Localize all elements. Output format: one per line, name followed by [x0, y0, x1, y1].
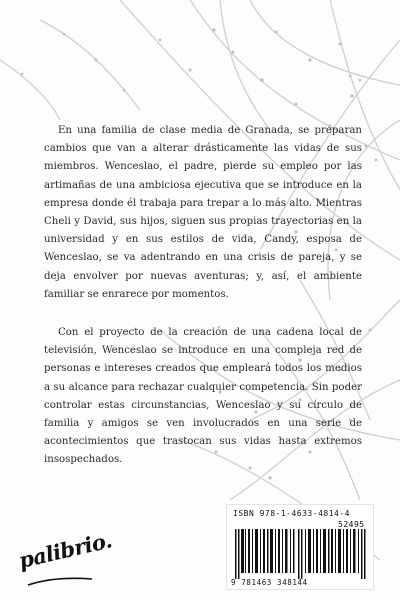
- logo-swoosh-icon: [26, 575, 96, 589]
- price-code: 52495: [338, 520, 365, 529]
- synopsis-paragraph-2: Con el proyecto de la creación de una cadena local de televisión, Wenceslao se introduce en una compleja red de personas e intereses creados que empleará todos los medios a su alcance para rechazar cualquier competencia. Sin poder controlar estas circunstancias, Wenceslao y su círculo de familia y amigos se ven involucrados en una serie de acontecimientos que trastocan sus vidas hasta extremos insospechados.: [44, 327, 362, 466]
- publisher-logo: palibrio.: [16, 527, 115, 573]
- synopsis-paragraph-1: En una familia de clase media de Granada, se preparan cambios que van a alterar drásticamente las vidas de sus miembros. Wenceslao, el padre, pierde su empleo por las artimañas de una ambiciosa ejecutiva que se introduce en la empresa donde él trabaja para trepar a lo más alto. Mientras Cheli y David, sus hijos, siguen sus propias trayectorias en la universidad y en sus estilos de vida, Candy, esposa de Wenceslao, se va adentrando en una crisis de pareja, y se deja envolver por nuevas aventuras; y, así, el ambiente familiar se enrarece por momentos.: [44, 125, 362, 300]
- isbn-number: ISBN 978-1-4633-4814-4: [233, 509, 350, 518]
- barcode-icon: [235, 529, 369, 579]
- ean-digits: 9 781463 348144: [231, 578, 308, 587]
- isbn-barcode-block: [226, 504, 374, 590]
- back-cover-synopsis: [44, 122, 362, 490]
